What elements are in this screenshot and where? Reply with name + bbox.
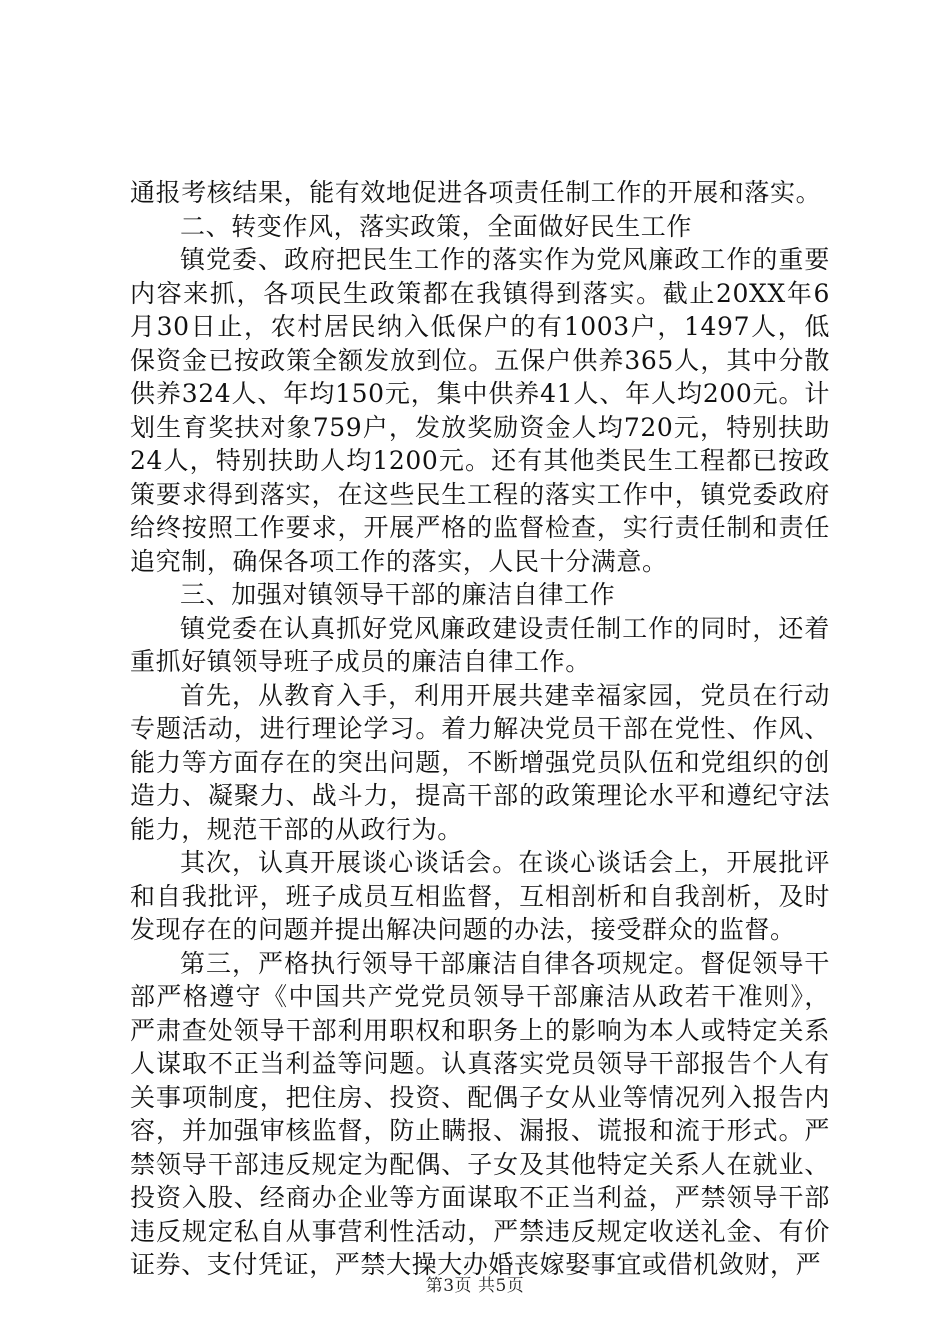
page-footer: 第3页 共5页 — [425, 1276, 525, 1296]
paragraph-self-discipline-intro: 镇党委在认真抓好党风廉政建设责任制工作的同时，还着重抓好镇领导班子成员的廉洁自律工作。 — [130, 613, 830, 676]
section-heading-2: 二、转变作风，落实政策，全面做好民生工作 — [180, 211, 693, 241]
paragraph-livelihood: 镇党委、政府把民生工作的落实作为党风廉政工作的重要内容来抓，各项民生政策都在我镇得到落实。截止20XX年6月30日止，农村居民纳入低保户的有1003户，1497人，低保资金已按政策全额发放到位。五保户供养365人，其中分散供养324人、年均150元，集中供养41人、年人均200元。计划生育奖扶对象759户，发放奖励资金人均720元，特别扶助24人，特别扶助人均1200元。还有其他类民生工程都已按政策要求得到落实，在这些民生工程的落实工作中，镇党委政府给终按照工作要求，开展严格的监督检查，实行责任制和责任追究制，确保各项工作的落实，人民十分满意。 — [130, 245, 830, 576]
continuation-paragraph: 通报考核结果，能有效地促进各项责任制工作的开展和落实。 — [130, 178, 822, 207]
section-heading-3: 三、加强对镇领导干部的廉洁自律工作 — [180, 580, 616, 609]
document-body — [130, 176, 830, 1282]
paragraph-third-regulations: 第三，严格执行领导干部廉洁自律各项规定。督促领导干部严格遵守《中国共产党党员领导干部廉洁从政若干准则》，严肃查处领导干部利用职权和职务上的影响为本人或特定关系人谋取不正当利益等问题。认真落实党员领导干部报告个人有关事项制度，把住房、投资、配偶子女从业等情况列入报告内容，并加强审核监督，防止瞒报、漏报、谎报和流于形式。严禁领导干部违反规定为配偶、子女及其他特定关系人在就业、投资入股、经商办企业等方面谋取不正当利益，严禁领导干部违反规定私自从事营利性活动，严禁违反规定收送礼金、有价证券、支付凭证，严禁大操大办婚丧嫁娶事宜或借机敛财，严 — [130, 948, 830, 1279]
paragraph-second-talks: 其次，认真开展谈心谈话会。在谈心谈话会上，开展批评和自我批评，班子成员互相监督，互相剖析和自我剖析，及时发现存在的问题并提出解决问题的办法，接受群众的监督。 — [130, 848, 830, 944]
paragraph-first-education: 首先，从教育入手，利用开展共建幸福家园，党员在行动专题活动，进行理论学习。着力解决党员干部在党性、作风、能力等方面存在的突出问题，不断增强党员队伍和党组织的创造力、凝聚力、战斗力，提高干部的政策理论水平和遵纪守法能力，规范干部的从政行为。 — [130, 680, 830, 844]
